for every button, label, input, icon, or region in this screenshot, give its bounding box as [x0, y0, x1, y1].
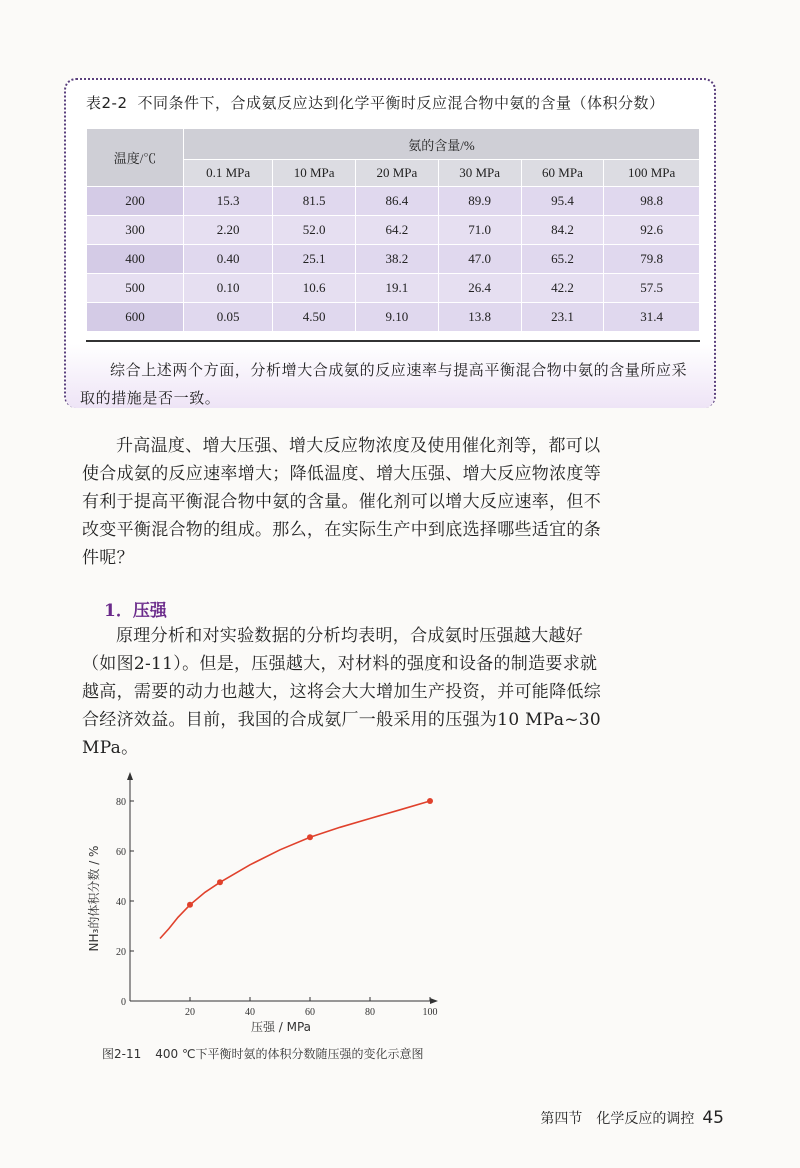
value-cell: 52.0: [273, 216, 356, 245]
value-cell: 9.10: [355, 303, 438, 332]
footer-section: 第四节 化学反应的调控: [540, 1111, 695, 1127]
table-row: [87, 303, 700, 332]
content-group-header: 氨的含量/%: [184, 129, 700, 160]
x-axis-label: 压强 / MPa: [250, 1020, 312, 1034]
x-tick-label: 80: [365, 1007, 375, 1018]
value-cell: 2.20: [184, 216, 273, 245]
y-axis-label: NH₃的体积分数 / %: [87, 845, 101, 952]
pressure-header: 10 MPa: [273, 160, 356, 187]
table-bottom-rule: [86, 340, 700, 342]
value-cell: 23.1: [521, 303, 604, 332]
temp-cell: 500: [87, 274, 184, 303]
ammonia-table: [86, 128, 700, 332]
value-cell: 19.1: [355, 274, 438, 303]
value-cell: 0.10: [184, 274, 273, 303]
series-line: [160, 801, 430, 939]
pressure-header: 30 MPa: [438, 160, 521, 187]
x-tick-label: 60: [305, 1007, 315, 1018]
value-cell: 81.5: [273, 187, 356, 216]
value-cell: 25.1: [273, 245, 356, 274]
value-cell: 95.4: [521, 187, 604, 216]
data-point: [217, 879, 223, 885]
pressure-header: 60 MPa: [521, 160, 604, 187]
figure-caption: [102, 1045, 423, 1062]
value-cell: 92.6: [604, 216, 700, 245]
value-cell: 10.6: [273, 274, 356, 303]
value-cell: 57.5: [604, 274, 700, 303]
y-tick-label: 60: [116, 847, 126, 858]
question-text: 综合上述两个方面，分析增大合成氨的反应速率与提高平衡混合物中氨的含量所应采取的措施是否一致。: [80, 361, 688, 407]
temp-cell: 200: [87, 187, 184, 216]
data-point: [307, 834, 313, 840]
value-cell: 84.2: [521, 216, 604, 245]
x-tick-label: 40: [245, 1007, 255, 1018]
section-heading: 1．压强: [104, 601, 167, 621]
value-cell: 31.4: [604, 303, 700, 332]
figure-caption-text: 400 ℃下平衡时氨的体积分数随压强的变化示意图: [155, 1047, 424, 1061]
value-cell: 26.4: [438, 274, 521, 303]
y-tick-label: 0: [121, 997, 126, 1008]
value-cell: 64.2: [355, 216, 438, 245]
data-point: [427, 798, 433, 804]
page-number: 45: [702, 1108, 724, 1128]
value-cell: 89.9: [438, 187, 521, 216]
x-tick-label: 20: [185, 1007, 195, 1018]
value-cell: 0.40: [184, 245, 273, 274]
table-row: [87, 245, 700, 274]
value-cell: 4.50: [273, 303, 356, 332]
page-footer: [540, 1108, 724, 1128]
table-row: [87, 216, 700, 245]
figure-number: 图2-11: [102, 1047, 142, 1061]
table-row: [87, 274, 700, 303]
temp-cell: 300: [87, 216, 184, 245]
data-point: [187, 902, 193, 908]
value-cell: 47.0: [438, 245, 521, 274]
y-axis-arrow: [127, 772, 133, 780]
table-title: 不同条件下，合成氨反应达到化学平衡时反应混合物中氨的含量（体积分数）: [137, 94, 665, 112]
y-tick-label: 80: [116, 797, 126, 808]
value-cell: 15.3: [184, 187, 273, 216]
pressure-header: 20 MPa: [355, 160, 438, 187]
table-number: 表2-2: [86, 94, 128, 112]
table-box: [64, 78, 716, 408]
value-cell: 42.2: [521, 274, 604, 303]
temp-cell: 400: [87, 245, 184, 274]
y-tick-label: 40: [116, 897, 126, 908]
question-panel: [66, 344, 714, 408]
value-cell: 86.4: [355, 187, 438, 216]
x-tick-label: 100: [422, 1007, 438, 1018]
value-cell: 79.8: [604, 245, 700, 274]
value-cell: 0.05: [184, 303, 273, 332]
temp-cell: 600: [87, 303, 184, 332]
paragraph-1: 升高温度、增大压强、增大反应物浓度及使用催化剂等，都可以使合成氨的反应速率增大；降低温度、增大压强、增大反应物浓度等有利于提高平衡混合物中氨的含量。催化剂可以增大反应速率，但不改变平衡混合物的组成。那么，在实际生产中到底选择哪些适宜的条件呢？: [82, 436, 601, 568]
paragraph-2: 原理分析和对实验数据的分析均表明，合成氨时压强越大越好（如图2-11）。但是，压强越大，对材料的强度和设备的制造要求就越高，需要的动力也越大，这将会大大增加生产投资，并可能降低综合经济效益。目前，我国的合成氨厂一般采用的压强为10 MPa~30 MPa。: [82, 626, 602, 758]
value-cell: 38.2: [355, 245, 438, 274]
table-row: [87, 187, 700, 216]
pressure-header: 0.1 MPa: [184, 160, 273, 187]
value-cell: 65.2: [521, 245, 604, 274]
table-caption: [86, 92, 665, 113]
temp-header: 温度/℃: [87, 129, 184, 187]
value-cell: 98.8: [604, 187, 700, 216]
value-cell: 71.0: [438, 216, 521, 245]
pressure-header: 100 MPa: [604, 160, 700, 187]
pressure-chart: [84, 770, 464, 1040]
value-cell: 13.8: [438, 303, 521, 332]
y-tick-label: 20: [116, 947, 126, 958]
x-axis-arrow: [430, 998, 438, 1004]
